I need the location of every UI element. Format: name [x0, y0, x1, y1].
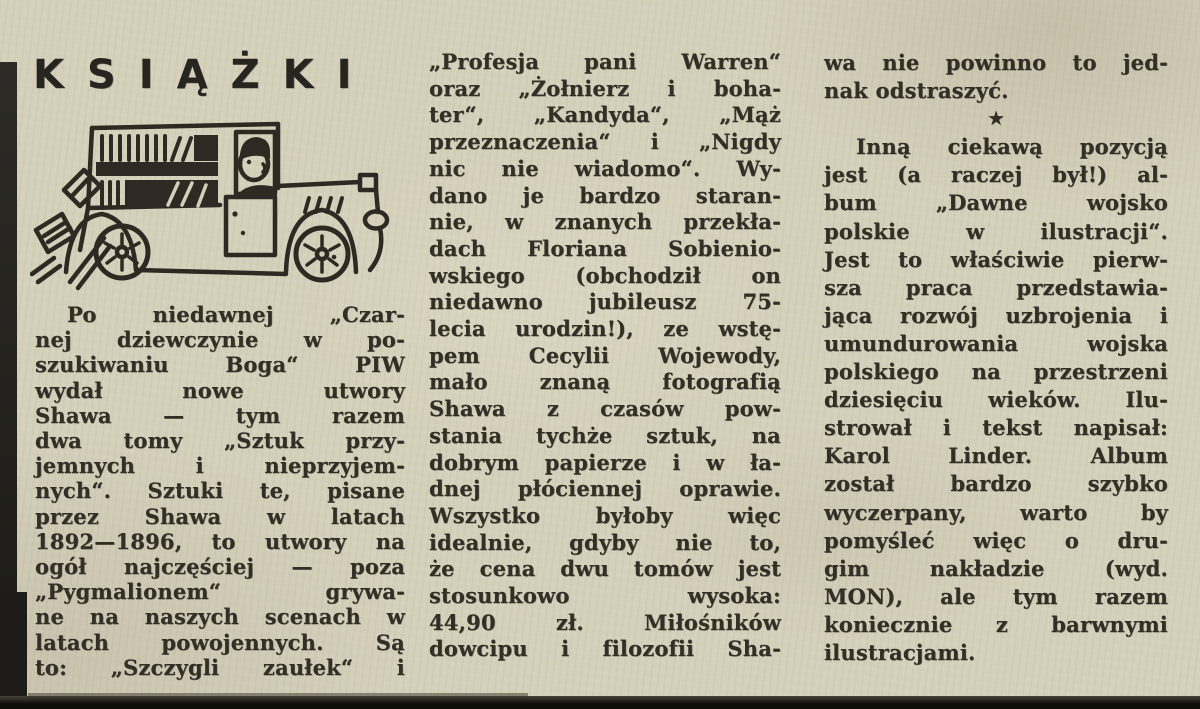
driver	[236, 132, 276, 194]
text-line: „Pygmalionem“ grywa-	[35, 579, 405, 605]
text-line: „Profesja pani Warren“	[429, 49, 781, 74]
text-line: pomyśleć więc o dru-	[824, 527, 1168, 553]
text-line: nak odstraszyć.	[824, 78, 1009, 104]
text-line: Jest to właściwie pierw-	[824, 246, 1168, 272]
text-line: pem Cecylii Wojewody,	[429, 342, 781, 368]
text-line: strował i tekst napisał:	[824, 415, 1168, 441]
front-wheel	[296, 228, 348, 280]
text-line: jest (a raczej był!) al-	[824, 162, 1168, 188]
text-line: Po niedawnej „Czar-	[67, 302, 405, 327]
text-line: wyczerpany, warto by	[824, 499, 1168, 525]
text-line: ogół najczęściej — poza	[35, 554, 405, 580]
text-line: Karol Linder. Album	[824, 443, 1168, 469]
text-line: 44,90 zł. Miłośników	[429, 609, 781, 635]
text-line: nej dziewczynie w po-	[35, 327, 405, 353]
text-line: Wszystko byłoby więc	[429, 502, 781, 528]
text-line: został bardzo szybko	[824, 471, 1168, 497]
scan-edge-left-lower	[0, 592, 27, 709]
text-line: bum „Dawne wojsko	[824, 190, 1168, 216]
text-line: dobrym papierze i w ła-	[429, 449, 781, 475]
text-line: nic nie wiadomo“. Wy-	[429, 155, 781, 181]
text-line: idealnie, gdyby nie to,	[429, 529, 781, 555]
text-line: Inną ciekawą pozycją	[856, 134, 1168, 160]
text-line: 1892—1896, to utwory na	[35, 528, 405, 554]
text-line: że cena dwu tomów jest	[429, 556, 781, 582]
text-line: latach powojennych. Są	[35, 629, 405, 655]
text-line: MON), ale tym razem	[824, 583, 1168, 609]
text-line: dziesięciu wieków. Ilu-	[824, 387, 1168, 413]
car-door	[226, 197, 275, 255]
car-with-books-illustration	[30, 102, 420, 307]
text-line: to: „Szczygli zaułek“ i	[35, 654, 405, 680]
text-line: dwa tomy „Sztuk przy-	[35, 428, 405, 454]
text-line: jąca rozwój uzbrojenia i	[824, 302, 1168, 328]
text-line: oraz „Żołnierz i boha-	[429, 75, 781, 101]
text-line: szukiwaniu Boga“ PIW	[35, 352, 405, 378]
text-line: polskie w ilustracji“.	[824, 218, 1168, 244]
text-line: Shawa z czasów pow-	[429, 396, 781, 422]
text-line: dach Floriana Sobienio-	[429, 235, 781, 261]
column-2	[429, 49, 781, 663]
text-line: ilustracjami.	[824, 639, 976, 665]
text-line: nych“. Sztuki te, pisane	[35, 478, 405, 504]
text-line: gim nakładzie (wyd.	[824, 555, 1168, 581]
text-line: koniecznie z barwnymi	[824, 611, 1168, 637]
column-3	[824, 49, 1168, 667]
text-line: polskiego na przestrzeni	[824, 359, 1168, 385]
text-line: nie, w znanych przekła-	[429, 209, 781, 235]
text-line: mało znaną fotografią	[429, 369, 781, 395]
text-line: dano je bardzo staran-	[429, 182, 781, 208]
text-line: jemnych i nieprzyjem-	[35, 453, 405, 479]
text-line: wskiego (obchodził on	[429, 262, 781, 288]
text-line: lecia urodzin!), ze wstę-	[429, 316, 781, 342]
text-line: ne na naszych scenach w	[35, 604, 405, 630]
column-1	[35, 302, 405, 680]
text-line: stania tychże sztuk, na	[429, 422, 781, 448]
text-line: sza praca przedstawia-	[824, 274, 1168, 300]
fenders	[66, 210, 356, 274]
text-line: przeznaczenia“ i „Nigdy	[429, 129, 781, 155]
text-line: ter“, „Kandyda“, „Mąż	[429, 102, 781, 128]
text-line: stosunkowo wysoka:	[429, 583, 781, 609]
text-line: przez Shawa w latach	[35, 503, 405, 529]
star-separator: ★	[988, 109, 1004, 130]
text-line: umundurowania wojska	[824, 330, 1168, 356]
text-line: Shawa — tym razem	[35, 402, 405, 428]
text-line: dnej płóciennej oprawie.	[429, 476, 781, 502]
section-title: KSIĄŻKI	[33, 52, 375, 98]
text-line: wydał nowe utwory	[35, 377, 405, 403]
scan-edge-bottom-shadow	[28, 693, 528, 698]
text-line: wa nie powinno to jed-	[824, 50, 1168, 75]
text-line: dowcipu i filozofii Sha-	[429, 636, 781, 662]
text-line: niedawno jubileusz 75-	[429, 289, 781, 315]
